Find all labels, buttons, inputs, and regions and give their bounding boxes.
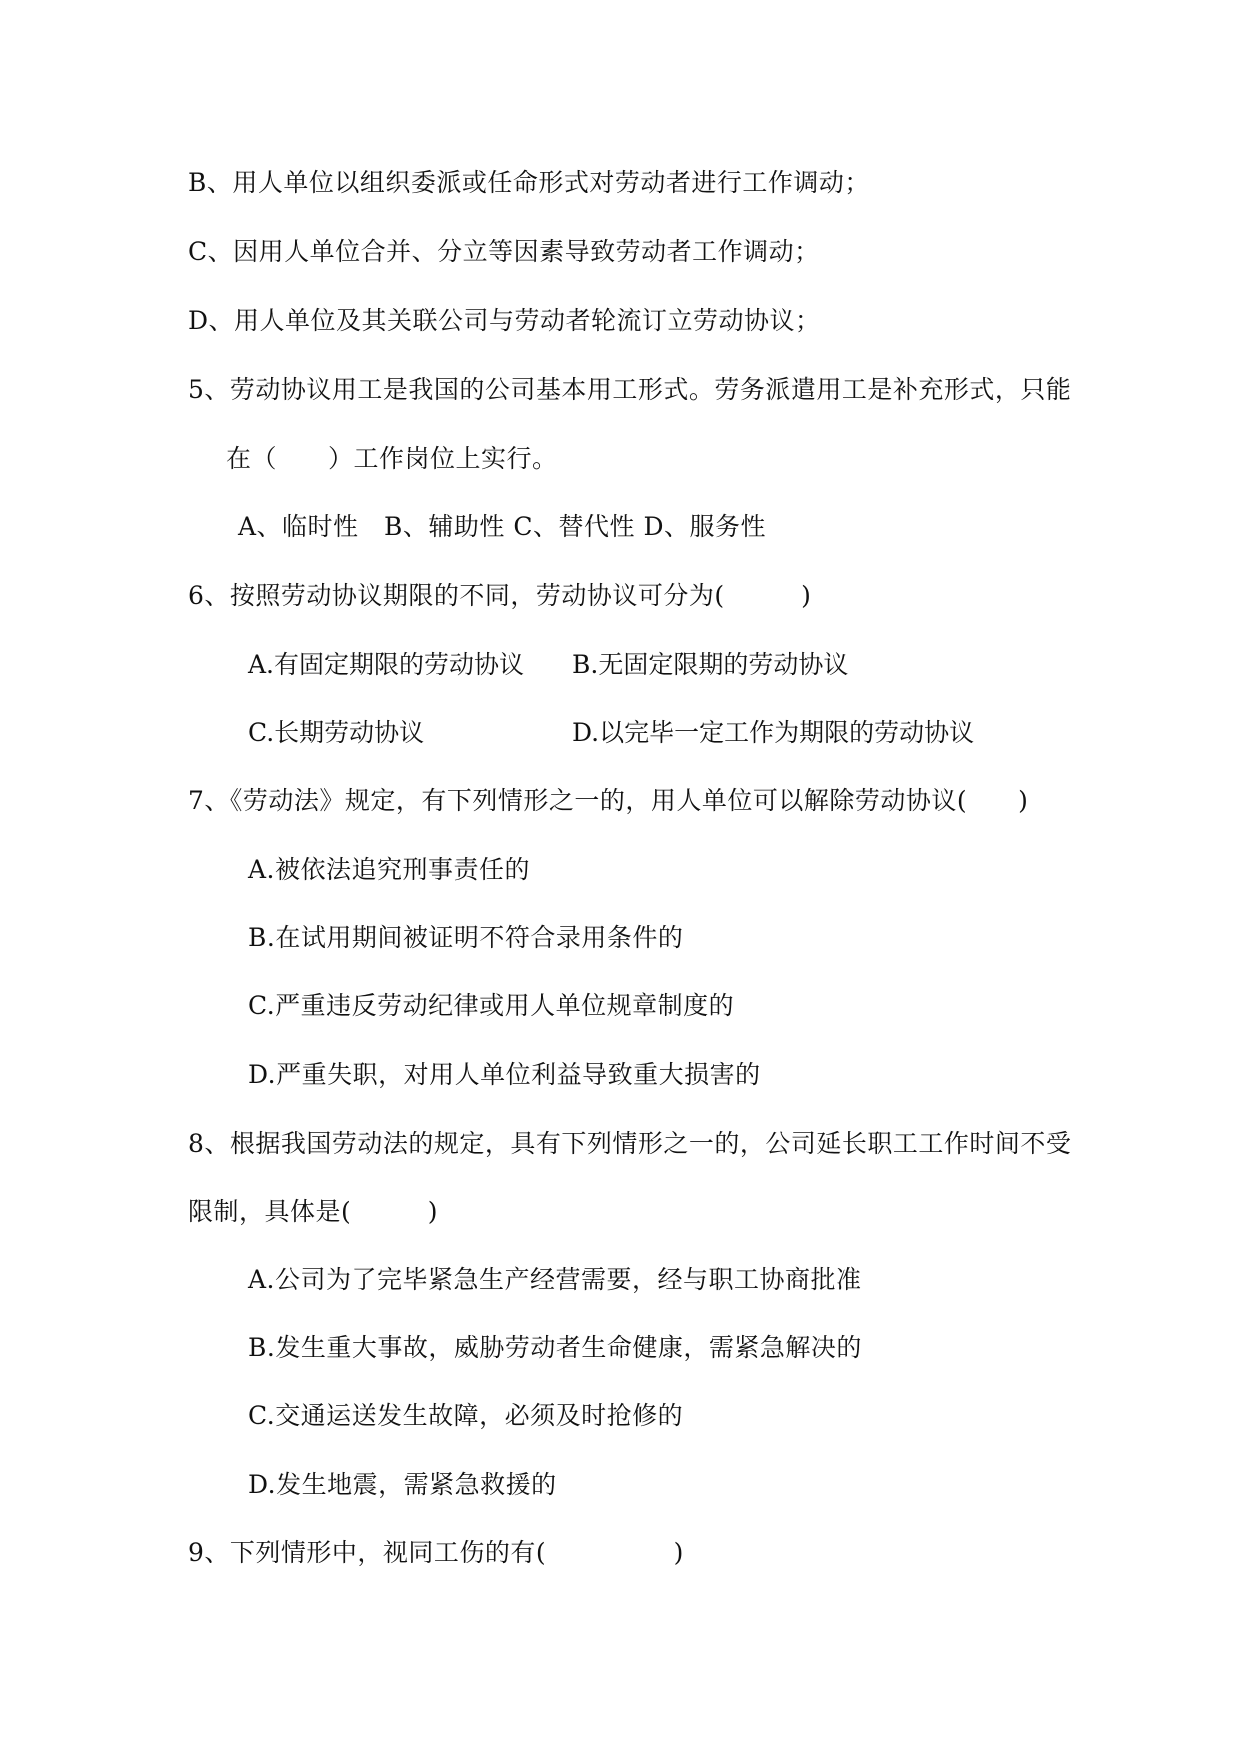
q7-option-b: B.在试用期间被证明不符合录用条件的 bbox=[248, 923, 684, 952]
q7-option-d: D.严重失职，对用人单位利益导致重大损害的 bbox=[248, 1060, 761, 1089]
q7-stem: 7、《劳动法》规定，有下列情形之一的，用人单位可以解除劳动协议( ) bbox=[188, 786, 1029, 815]
q6-option-b: B.无固定限期的劳动协议 bbox=[572, 650, 849, 679]
q8-stem-line2: 限制，具体是( ) bbox=[188, 1197, 439, 1226]
q7-option-a: A.被依法追究刑事责任的 bbox=[248, 855, 531, 884]
q6-option-d: D.以完毕一定工作为期限的劳动协议 bbox=[572, 718, 975, 747]
q8-option-d: D.发生地震，需紧急救援的 bbox=[248, 1470, 557, 1499]
q5-options: A、临时性 B、辅助性 C、替代性 D、服务性 bbox=[238, 512, 766, 541]
q7-option-c: C.严重违反劳动纪律或用人单位规章制度的 bbox=[248, 991, 735, 1020]
q6-option-a: A.有固定期限的劳动协议 bbox=[248, 650, 525, 679]
q6-option-c: C.长期劳动协议 bbox=[248, 718, 425, 747]
q8-option-a: A.公司为了完毕紧急生产经营需要，经与职工协商批准 bbox=[248, 1265, 862, 1294]
q9-stem: 9、下列情形中，视同工伤的有( ) bbox=[188, 1538, 684, 1567]
q8-option-b: B.发生重大事故，威胁劳动者生命健康，需紧急解决的 bbox=[248, 1333, 862, 1362]
q4-option-d: D、用人单位及其关联公司与劳动者轮流订立劳动协议； bbox=[188, 306, 821, 335]
q4-option-c: C、因用人单位合并、分立等因素导致劳动者工作调动； bbox=[188, 237, 820, 266]
q4-option-b: B、用人单位以组织委派或任命形式对劳动者进行工作调动； bbox=[188, 168, 870, 197]
q5-stem-line2: 在（ ）工作岗位上实行。 bbox=[226, 444, 558, 473]
q8-option-c: C.交通运送发生故障，必须及时抢修的 bbox=[248, 1401, 684, 1430]
q6-stem: 6、按照劳动协议期限的不同，劳动协议可分为( ) bbox=[188, 581, 812, 610]
q8-stem-line1: 8、根据我国劳动法的规定，具有下列情形之一的，公司延长职工工作时间不受 bbox=[188, 1129, 1072, 1158]
q5-stem-line1: 5、劳动协议用工是我国的公司基本用工形式。劳务派遣用工是补充形式，只能 bbox=[188, 375, 1072, 404]
